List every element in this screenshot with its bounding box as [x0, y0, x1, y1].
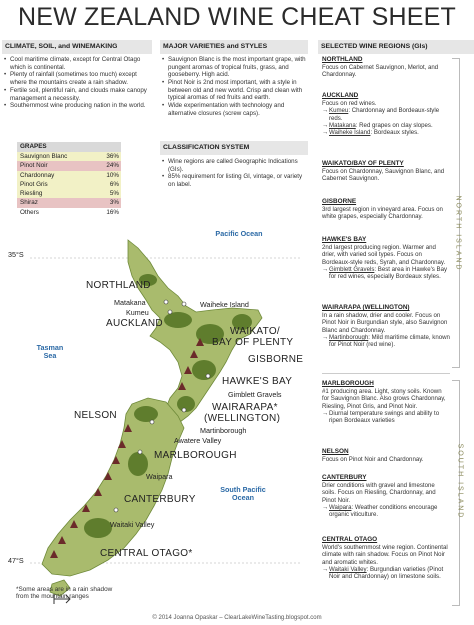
tasman-sea-label: Tasman Sea: [36, 343, 64, 360]
subregion-item: [322, 566, 450, 580]
map-label-auckland: AUCKLAND: [106, 318, 163, 329]
grape-row: [17, 180, 121, 189]
varieties-heading: MAJOR VARIETIES and STYLES: [160, 40, 308, 54]
map-label-northland: NORTHLAND: [86, 280, 151, 291]
map-label-wairarapa: WAIRARAPA*: [212, 402, 278, 413]
region-auckland: [322, 92, 450, 136]
matakana-marker: [164, 300, 168, 304]
grape-pct: 16%: [106, 208, 119, 216]
subregion-name: Waitaki Valley: [329, 565, 367, 573]
grape-name: Riesling: [20, 190, 43, 198]
grape-name: Shiraz: [20, 199, 38, 207]
subregion-name: Gimblett Gravels: [329, 265, 375, 273]
region-text: In a rain shadow, drier and cooler. Focus on Pinot Noir in Burgundian style, also Sauvignon Blanc and Chardonnay.: [322, 312, 448, 334]
gimblett-marker: [206, 374, 210, 378]
rain-shadow-note: [16, 586, 112, 600]
climate-bullet: • Southernmost wine producing nation in the world.: [4, 102, 154, 110]
pacific-ocean-label: Pacific Ocean: [215, 229, 263, 238]
region-nelson: [322, 448, 450, 463]
map-label-awatere: Awatere Valley: [174, 436, 222, 445]
subregion-name: Waipara: [329, 503, 352, 511]
lat-top-label: 35°S: [8, 250, 24, 259]
grape-row: [17, 189, 121, 198]
grape-pct: 5%: [109, 190, 119, 198]
regions-heading: SELECTED WINE REGIONS (GIs): [318, 40, 474, 54]
grape-name: Sauvignon Blanc: [20, 153, 68, 160]
climate-heading: CLIMATE, SOIL, and WINEMAKING: [2, 40, 152, 54]
grape-row: [17, 161, 121, 170]
region-name: NELSON: [322, 448, 349, 455]
map-label-matakana: Matakana: [114, 298, 146, 307]
grape-pct: 10%: [106, 171, 119, 179]
climate-bullet: • Cool maritime climate, except for Central Otago which is continental.: [4, 56, 154, 71]
subregion-text: : Red grapes on clay slopes.: [355, 121, 433, 129]
south-pacific-label: South Pacific Ocean: [220, 485, 266, 502]
grape-pct: 24%: [106, 162, 119, 170]
lat-bottom-label: 47°S: [8, 556, 24, 565]
martinborough-marker: [182, 408, 186, 412]
map-label-canterbury: CANTERBURY: [124, 494, 196, 505]
waitaki-marker: [114, 508, 118, 512]
map-label-hawkes-bay: HAWKE'S BAY: [222, 376, 293, 387]
climate-bullet: • Plenty of rainfall (sometimes too much) except where the mountains create a rain shadow.: [4, 71, 154, 86]
classification-bullet: • Wine regions are called Geographic Indications (GIs).: [162, 158, 308, 173]
region-name: MARLBOROUGH: [322, 380, 374, 387]
map-label-bay-of-plenty: BAY OF PLENTY: [212, 337, 294, 348]
kumeu-marker: [168, 310, 172, 314]
region-name: CANTERBURY: [322, 474, 367, 481]
grape-name: Chardonnay: [20, 171, 55, 179]
subregion-item: [322, 129, 450, 136]
region-marlborough-area: [134, 406, 158, 422]
region-name: AUCKLAND: [322, 92, 359, 99]
nz-map: [0, 229, 304, 611]
region-marlborough: [322, 380, 450, 424]
region-auckland-area: [164, 312, 192, 328]
grape-row: [17, 208, 121, 217]
subregion-item: [322, 266, 450, 280]
grape-name: Pinot Gris: [20, 180, 48, 188]
region-hawkes-bay: [322, 236, 450, 280]
grape-name: Pinot Noir: [20, 162, 48, 170]
classification-list: [162, 158, 308, 189]
subregion-name: Kumeu: [329, 107, 349, 115]
island-divider: [322, 373, 450, 374]
subregion-text: Diurnal temperature swings and ability to ripen Bordeaux varieties: [329, 409, 440, 425]
map-label-central-otago: CENTRAL OTAGO*: [100, 548, 193, 559]
north-island-label: NORTH ISLAND: [454, 195, 462, 272]
subregion-text: : Best area in Hawke's Bay for red wines, especially Bordeaux styles.: [329, 265, 448, 281]
region-wairarapa: [322, 304, 450, 348]
region-text: Focus on Cabernet Sauvignon, Merlot, and Chardonnay.: [322, 64, 439, 79]
map-label-nelson: NELSON: [74, 410, 117, 421]
south-island-label: SOUTH ISLAND: [456, 443, 464, 520]
subregion-item: [322, 334, 450, 348]
subregion-item: [322, 410, 450, 424]
map-label-waiheke: Waiheke Island: [200, 300, 249, 309]
varieties-bullet: • Pinot Noir is 2nd most important, with a style in between old and new world. Crisp and clean with typical aromas of red fruits and earth.: [162, 79, 308, 102]
grape-pct: 6%: [109, 180, 119, 188]
climate-list: [4, 56, 154, 110]
region-canterbury: [322, 474, 450, 518]
region-otago-area: [84, 518, 112, 538]
copyright-footer: © 2014 Joanna Opaskar – ClearLakeWineTasting.blogspot.com: [152, 615, 322, 621]
subregion-text: : Mild maritime climate, known for Pinot Noir (red wine).: [329, 333, 450, 349]
grape-pct: 36%: [106, 153, 119, 160]
note-line: *Some areas are in a rain shadow: [16, 586, 113, 593]
region-hawkes-bay-area: [192, 360, 216, 380]
map-label-gimblett: Gimblett Gravels: [228, 390, 282, 399]
region-text: Focus on Chardonnay, Sauvignon Blanc, and Cabernet Sauvignon.: [322, 168, 445, 183]
region-canterbury-area: [128, 452, 148, 476]
region-name: WAIRARAPA (WELLINGTON): [322, 304, 410, 311]
climate-bullet: • Fertile soil, plentiful rain, and clouds make canopy management a necessity.: [4, 87, 154, 102]
subregion-text: : Chardonnay and Bordeaux-style reds.: [329, 107, 440, 122]
region-central-otago: [322, 536, 450, 580]
subregion-item: [322, 107, 450, 121]
subregion-name: Matakana: [329, 121, 356, 129]
varieties-bullet: • Sauvignon Blanc is the most important grape, with pungent aromas of tropical fruits, grass, and gooseberry. High acid.: [162, 56, 308, 79]
region-gisborne: [322, 198, 450, 221]
page-title: NEW ZEALAND WINE CHEAT SHEET: [17, 3, 457, 31]
map-label-waitaki: Waitaki Valley: [110, 520, 155, 529]
region-name: GISBORNE: [322, 198, 357, 205]
subregion-text: : Weather conditions encourage organic viticulture.: [329, 503, 438, 519]
grape-row: [17, 171, 121, 180]
subregion-text: : Burgundian varieties (Pinot Noir and Chardonnay) on limestone soils.: [329, 565, 444, 581]
subregion-text: : Bordeaux styles.: [370, 129, 419, 137]
awatere-marker: [150, 420, 154, 424]
subregion-item: [322, 122, 450, 129]
grape-name: Others: [20, 208, 39, 216]
grape-row: [17, 198, 121, 207]
region-name: CENTRAL OTAGO: [322, 536, 378, 543]
region-text: Focus on red wines.: [322, 100, 377, 108]
waipara-marker: [138, 450, 142, 454]
region-northland: [322, 56, 450, 79]
note-line: from the mountain ranges: [16, 593, 89, 601]
region-text: World's southernmost wine region. Continental climate with rain shadow. Focus on Pinot Noir and aromatic whites.: [322, 544, 448, 566]
region-name: NORTHLAND: [322, 56, 363, 63]
grapes-table: [17, 142, 121, 217]
map-label-marlborough: MARLBOROUGH: [154, 450, 237, 461]
map-label-gisborne: GISBORNE: [248, 354, 304, 365]
map-label-wellington: (WELLINGTON): [204, 413, 281, 424]
grape-pct: 3%: [109, 199, 119, 207]
subregion-item: [322, 504, 450, 518]
map-label-waipara: Waipara: [146, 472, 173, 481]
waiheke-marker: [182, 302, 186, 306]
map-label-kumeu: Kumeu: [126, 308, 149, 317]
varieties-bullet: • Wide experimentation with technology and alternative closures (screw caps).: [162, 102, 308, 117]
region-name: WAIKATO/BAY OF PLENTY: [322, 160, 404, 167]
region-text: 3rd largest region in vineyard area. Focus on white grapes, especially Chardonnay.: [322, 206, 443, 221]
region-text: #1 producing area. Light, stony soils. Known for Sauvignon Blanc. Also grows Chardonnay, Riesling, Pinot Gris, and Pinot Noir.: [322, 388, 446, 410]
map-label-waikato: WAIKATO/: [230, 326, 280, 337]
map-label-martinborough: Martinborough: [200, 426, 247, 435]
grapes-heading: GRAPES: [17, 142, 121, 152]
region-text: 2nd largest producing region. Warmer and drier, with varied soil types. Focus on Bordeaux-style reds, Syrah, and Chardonnay.: [322, 244, 446, 266]
region-text: Focus on Pinot Noir and Chardonnay.: [322, 456, 424, 464]
region-name: HAWKE'S BAY: [322, 236, 367, 243]
grape-row: [17, 152, 121, 161]
subregion-name: Martinborough: [329, 333, 369, 341]
subregion-name: Waiheke Island: [329, 129, 371, 137]
varieties-list: [162, 56, 308, 118]
classification-bullet: • 85% requirement for listing GI, vintage, or variety on label.: [162, 173, 308, 188]
region-text: Drier conditions with gravel and limestone soils. Focus on Riesling, Chardonnay, and Pinot Noir.: [322, 482, 436, 504]
classification-heading: CLASSIFICATION SYSTEM: [160, 141, 308, 155]
region-waikato: [322, 160, 450, 183]
